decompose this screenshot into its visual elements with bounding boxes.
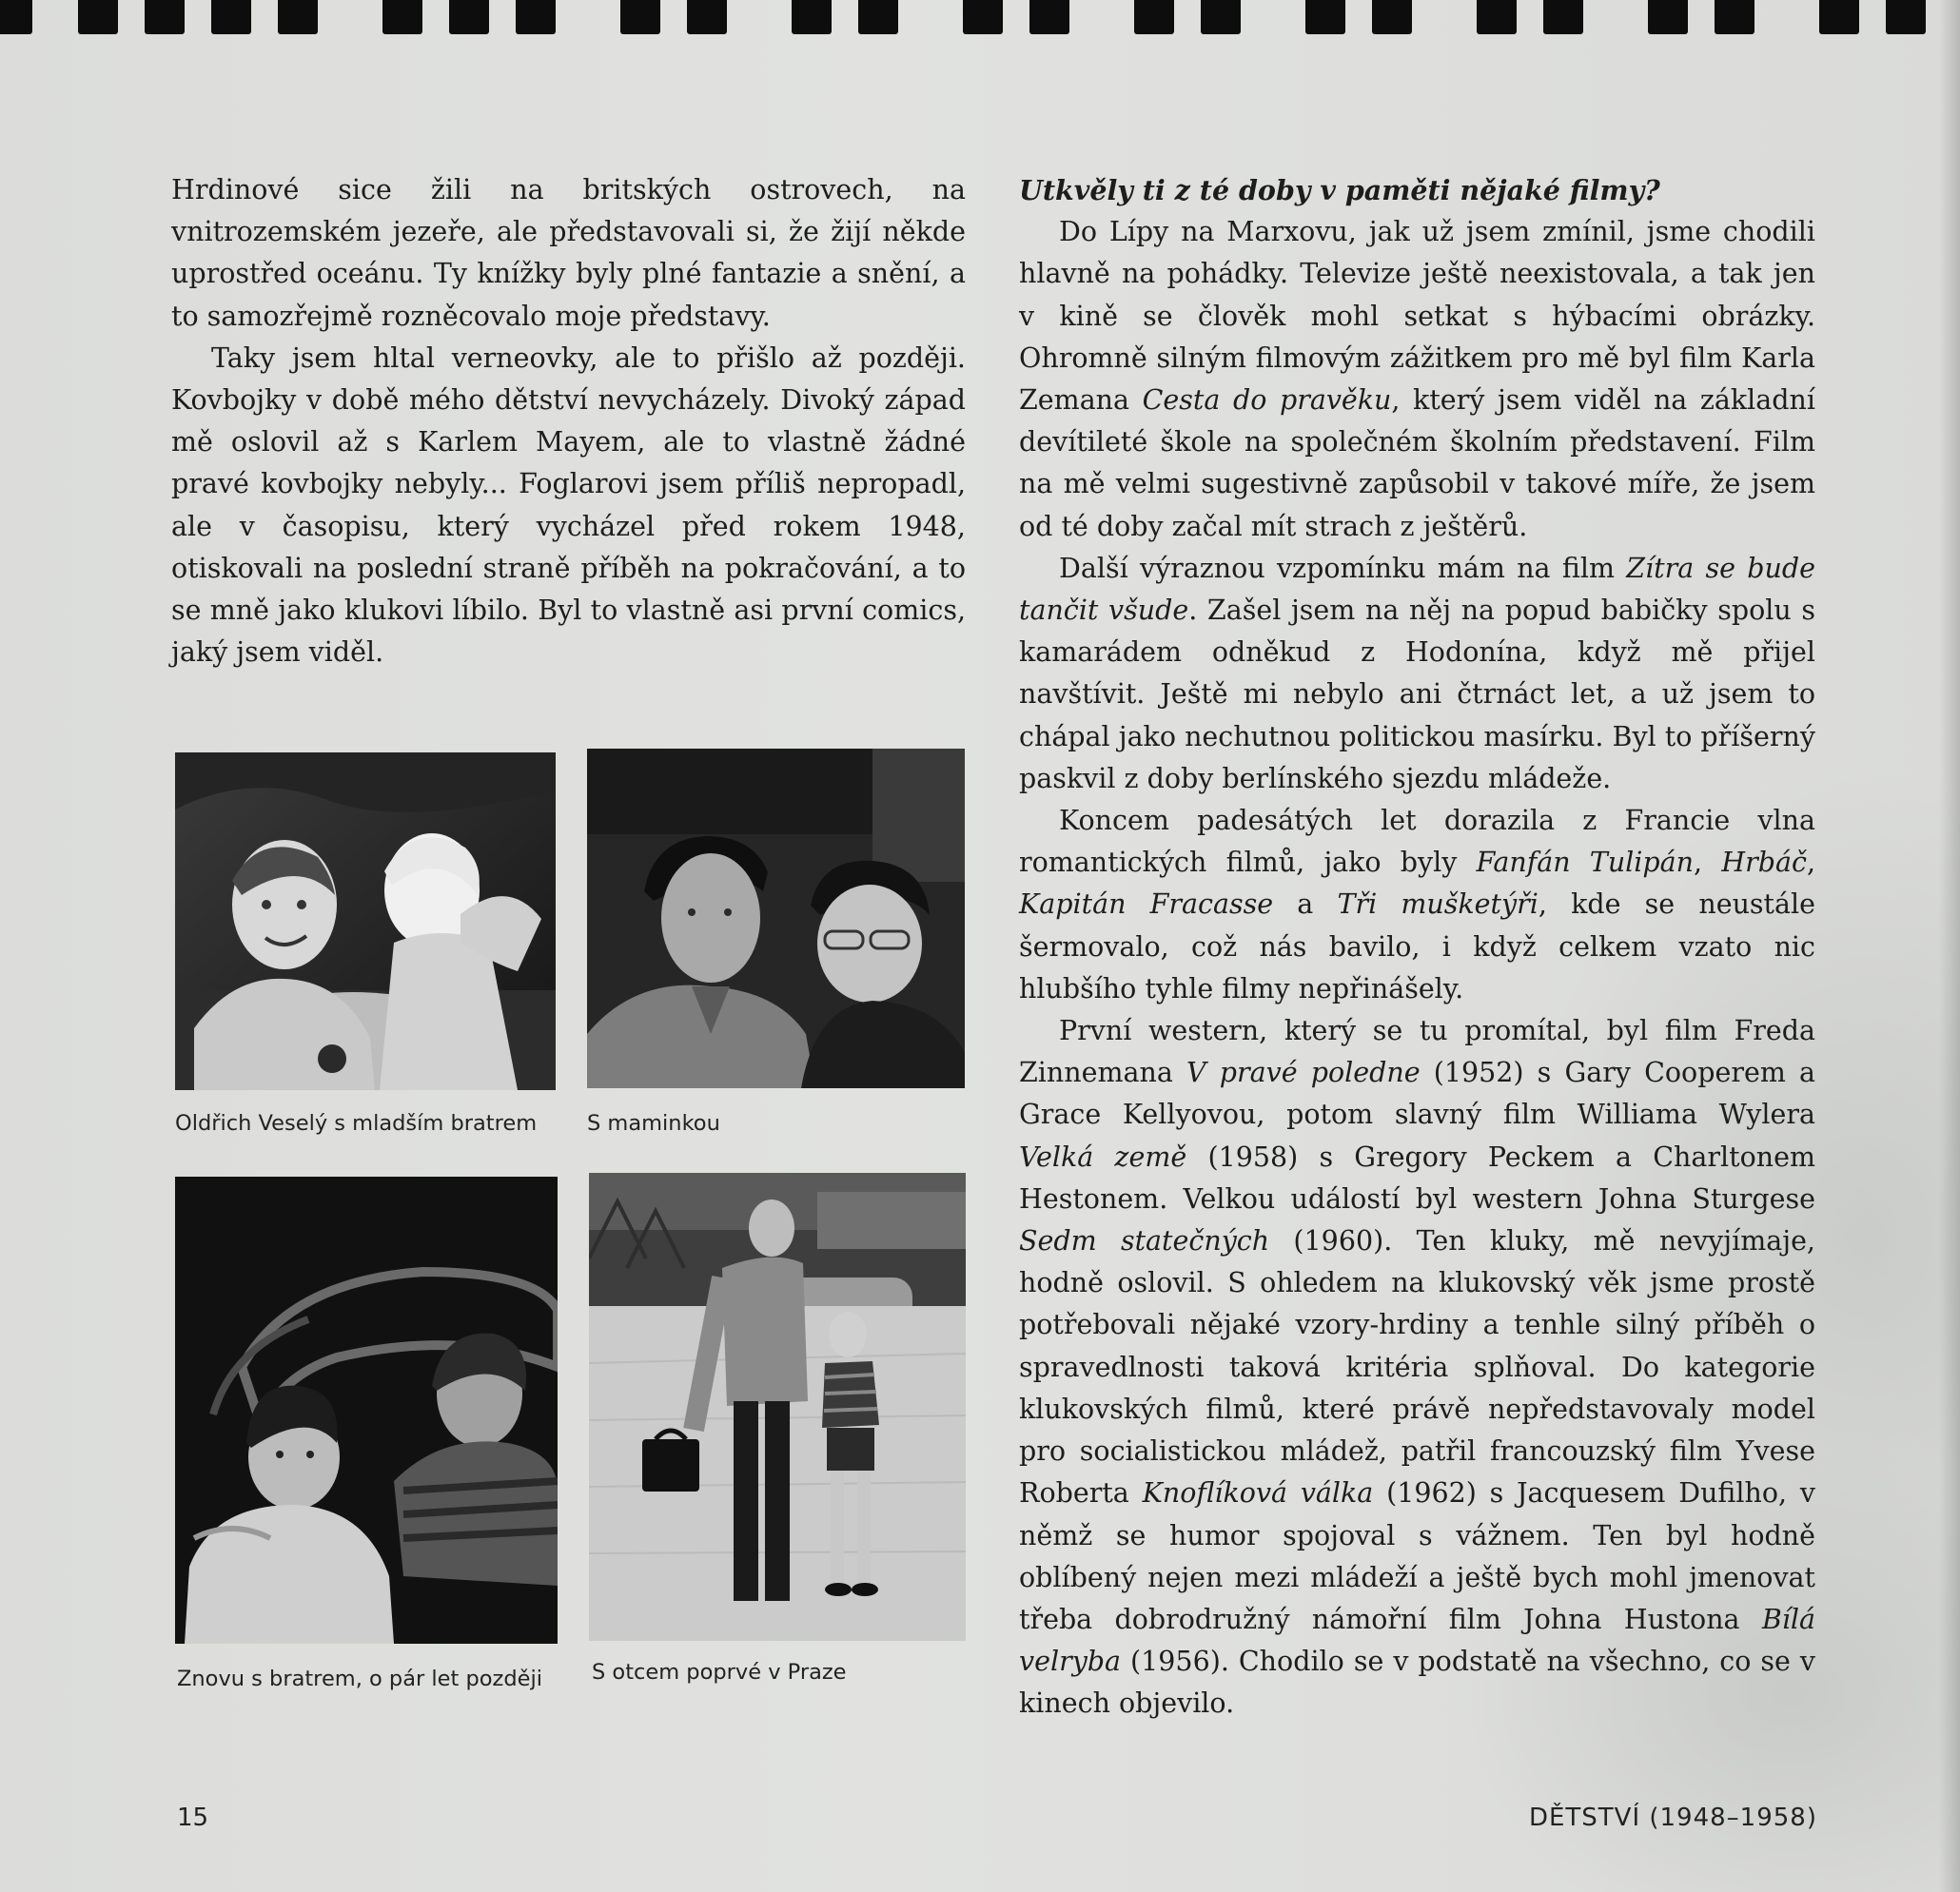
right-text-column xyxy=(1019,169,1815,1726)
paragraph: První western, který se tu promítal, byl film Freda Zinnemana V pravé poledne (1952) s Gary Cooperem a Grace Kellyovou, potom slavný film Williama Wylera Velká země (1958) s Gregory Peckem a Charltonem Hestonem. Velkou událostí byl western Johna Sturgese Sedm statečných (1960). Ten kluky, mě nevyjímaje, hodně oslovil. S ohledem na klukovský věk jsme prostě potřebovali nějaké vzory-hrdiny a tenhle silný příběh o spravedlnosti taková kritéria splňoval. Do kategorie klukovských filmů, které právě nepředstavovaly model pro socialistickou mládež, patřil francouzský film Yvese Roberta Knoflíková válka (1962) s Jacquesem Dufilho, v němž se humor spojoval s vážnem. Ten byl hodně oblíbený nejen mezi mládeží a ještě bych mohl jmenovat třeba dobrodružný námořní film Johna Hustona Bílá velryba (1956). Chodilo se v podstatě na všechno, co se v kinech objevilo. xyxy=(1019,1015,1816,1720)
film-title: Knoflíková válka xyxy=(1142,1477,1374,1510)
photo-caption: Oldřich Veselý s mladším bratrem xyxy=(175,1111,538,1136)
film-title: Fanfán Tulipán xyxy=(1476,847,1694,879)
film-title: Cesta do pravěku xyxy=(1142,384,1392,417)
left-text-column xyxy=(171,169,966,673)
paragraph: Hrdinové sice žili na britských ostrovech, na vnitrozemském jezeře, ale představovali si, že žijí někde uprostřed oceánu. Ty knížky byly plné fantazie a snění, a to samozřejmě rozněcovalo moje představy. xyxy=(171,174,966,332)
photo-brothers-car xyxy=(175,1177,558,1644)
film-title: Kapitán Fracasse xyxy=(1019,888,1274,921)
interview-question: Utkvěly ti z té doby v paměti nějaké filmy? xyxy=(1019,174,1660,206)
spiral-binding xyxy=(0,0,1960,38)
paragraph: Další výraznou vzpomínku mám na film Zítra se bude tančit všude. Zašel jsem na něj na popud babičky spolu s kamarádem odněkud z Hodonína, když mě přijel navštívit. Ještě mi nebylo ani čtrnáct let, a už jsem to chápal jako nechutnou politickou masírku. Byl to příšerný paskvil z doby berlínského sjezdu mládeže. xyxy=(1019,552,1815,794)
film-title: Velká země xyxy=(1019,1141,1187,1173)
film-title: Sedm statečných xyxy=(1019,1225,1270,1258)
paragraph: Do Lípy na Marxovu, jak už jsem zmínil, jsme chodili hlavně na pohádky. Televize ještě neexistovala, a tak jen v kině se člověk mohl setkat s hýbacími obrázky. Ohromně silným filmovým zážitkem pro mě byl film Karla Zemana Cesta do pravěku, který jsem viděl na základní devítileté škole na společném školním představení. Film na mě velmi sugestivně zapůsobil v takové míře, že jsem od té doby začal mít strach z ještěrů. xyxy=(1019,216,1815,542)
photo-caption: S maminkou xyxy=(587,1111,720,1136)
paragraph: Koncem padesátých let dorazila z Francie vlna romantických filmů, jako byly Fanfán Tulipán, Hrbáč, Kapitán Fracasse a Tři mušketýři, kde se neustále šermovalo, což nás bavilo, i když celkem vzato nic hlubšího tyhle filmy nepřinášely. xyxy=(1019,805,1816,1005)
page-edge-shadow xyxy=(1939,0,1960,1892)
photo-caption: Znovu s bratrem, o pár let později xyxy=(177,1667,542,1691)
running-head: DĚTSTVÍ (1948–1958) xyxy=(1528,1804,1817,1832)
photo-father-prague xyxy=(589,1173,966,1641)
film-title: Tři mušketýři xyxy=(1337,888,1539,921)
photo-caption: S otcem poprvé v Praze xyxy=(592,1660,847,1685)
film-title: Zítra se bude tančit všude xyxy=(1019,552,1815,627)
film-title: Bílá velryba xyxy=(1019,1603,1815,1678)
paragraph: Taky jsem hltal verneovky, ale to přišlo až později. Kovbojky v době mého dětství nevycházely. Divoký západ mě oslovil až s Karlem Mayem, ale to vlastně žádné pravé kovbojky nebyly... Foglarovi jsem příliš nepropadl, ale v časopisu, který vycházel před rokem 1948, otiskovali na poslední straně příběh na pokračování, a to se mně jako klukovi líbilo. Byl to vlastně asi první comics, jaký jsem viděl. xyxy=(171,341,966,669)
film-title: Hrbáč xyxy=(1721,847,1807,879)
film-title: V pravé poledne xyxy=(1186,1057,1421,1089)
photo-brothers xyxy=(175,752,556,1090)
page-number: 15 xyxy=(177,1804,209,1832)
photo-with-mother xyxy=(587,749,965,1088)
